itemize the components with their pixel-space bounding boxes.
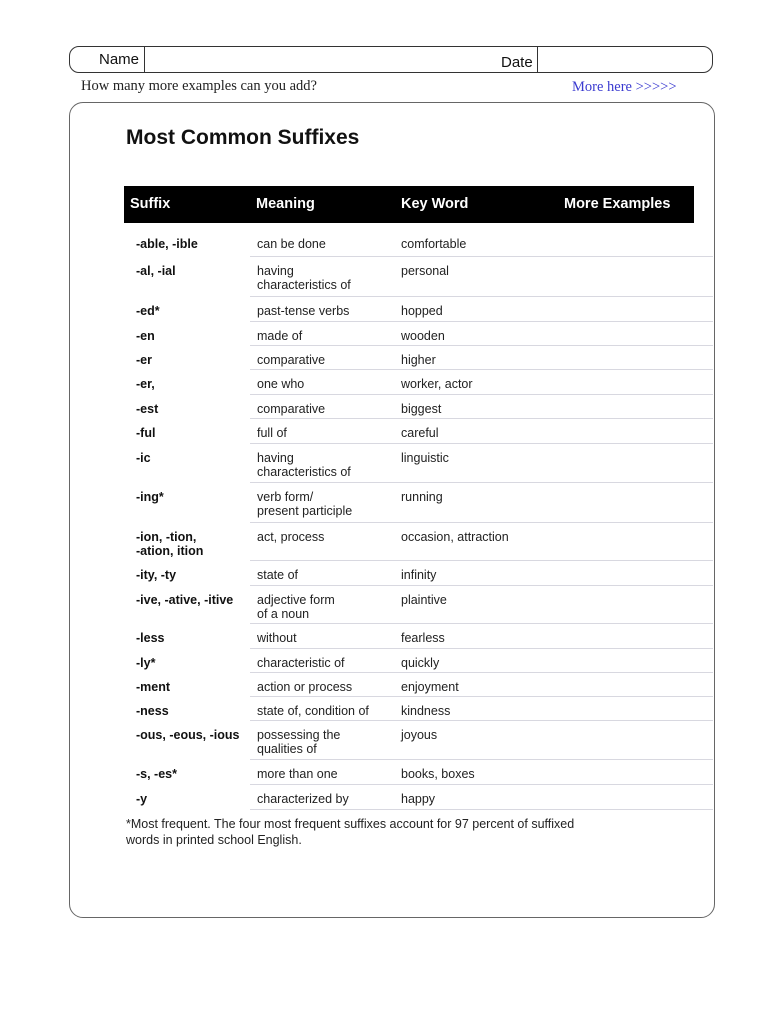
date-field[interactable] (539, 47, 709, 72)
suffix-cell: -ed* (136, 304, 160, 318)
more-examples-cell[interactable] (544, 785, 713, 810)
more-examples-cell[interactable] (544, 760, 713, 785)
key-word-cell: books, boxes (401, 767, 475, 781)
more-examples-cell[interactable] (544, 322, 713, 346)
table-row (124, 395, 713, 419)
more-examples-cell[interactable] (544, 561, 713, 586)
suffix-cell: -y (136, 792, 148, 806)
suffix-cell: -able, -ible (136, 237, 198, 251)
key-word-cell: comfortable (401, 237, 467, 251)
more-examples-cell[interactable] (544, 483, 713, 523)
suffix-cell: -ic (136, 451, 151, 465)
table-row (124, 697, 713, 721)
table-row (124, 523, 713, 561)
more-examples-cell[interactable] (544, 346, 713, 370)
more-examples-cell[interactable] (544, 230, 713, 257)
name-field[interactable] (146, 47, 536, 72)
suffix-cell: -er (136, 353, 152, 367)
meaning-cell: comparative (257, 353, 326, 367)
key-word-cell: plaintive (401, 593, 447, 607)
meaning-cell: state of, condition of (257, 704, 369, 718)
table-row (124, 649, 713, 673)
table-row (124, 297, 713, 322)
meaning-cell: characteristic of (257, 656, 345, 670)
key-word-cell: kindness (401, 704, 451, 718)
suffix-cell: -en (136, 329, 155, 343)
meaning-cell: verb form/ present participle (257, 490, 353, 518)
key-word-cell: enjoyment (401, 680, 459, 694)
column-header-key-word: Key Word (401, 196, 469, 212)
more-examples-cell[interactable] (544, 297, 713, 322)
table-row (124, 230, 713, 257)
column-header-meaning: Meaning (256, 196, 315, 212)
more-examples-cell[interactable] (544, 257, 713, 297)
meaning-cell: adjective form of a noun (257, 593, 335, 621)
more-examples-cell[interactable] (544, 395, 713, 419)
key-word-cell: fearless (401, 631, 445, 645)
meaning-cell: can be done (257, 237, 326, 251)
meaning-cell: more than one (257, 767, 338, 781)
suffix-cell: -ing* (136, 490, 164, 504)
suffix-cell: -al, -ial (136, 264, 176, 278)
more-examples-cell[interactable] (544, 586, 713, 624)
name-divider (144, 47, 145, 72)
suffix-cell: -ment (136, 680, 171, 694)
suffix-cell: -ness (136, 704, 169, 718)
meaning-cell: having characteristics of (257, 451, 351, 479)
key-word-cell: quickly (401, 656, 440, 670)
suffix-cell: -ful (136, 426, 156, 440)
more-here-link[interactable]: More here >>>>> (572, 79, 677, 95)
table-row (124, 624, 713, 649)
table-row (124, 673, 713, 697)
key-word-cell: wooden (401, 329, 445, 343)
table-row (124, 346, 713, 370)
key-word-cell: linguistic (401, 451, 449, 465)
table-row (124, 419, 713, 444)
meaning-cell: comparative (257, 402, 326, 416)
meaning-cell: made of (257, 329, 303, 343)
suffix-cell: -s, -es* (136, 767, 177, 781)
table-row (124, 561, 713, 586)
suffix-cell: -est (136, 402, 159, 416)
table-row (124, 721, 713, 760)
meaning-cell: possessing the qualities of (257, 728, 341, 756)
key-word-cell: careful (401, 426, 439, 440)
meaning-cell: having characteristics of (257, 264, 351, 292)
meaning-cell: without (257, 631, 297, 645)
suffix-cell: -ive, -ative, -itive (136, 593, 234, 607)
meaning-cell: past-tense verbs (257, 304, 350, 318)
more-examples-cell[interactable] (544, 649, 713, 673)
table-row (124, 586, 713, 624)
table-header (124, 186, 694, 223)
table-row (124, 785, 713, 810)
more-examples-cell[interactable] (544, 673, 713, 697)
meaning-cell: characterized by (257, 792, 349, 806)
page-title: Most Common Suffixes (126, 126, 360, 149)
suffix-cell: -ity, -ty (136, 568, 177, 582)
key-word-cell: running (401, 490, 443, 504)
meaning-cell: action or process (257, 680, 353, 694)
suffix-cell: -less (136, 631, 165, 645)
suffix-cell: -er, (136, 377, 155, 391)
table-row (124, 483, 713, 523)
key-word-cell: happy (401, 792, 436, 806)
meaning-cell: act, process (257, 530, 325, 544)
date-label: Date (501, 54, 533, 71)
name-date-bar (69, 46, 713, 73)
suffix-cell: -ous, -eous, -ious (136, 728, 240, 742)
column-header-suffix: Suffix (130, 196, 171, 212)
key-word-cell: higher (401, 353, 436, 367)
table-row (124, 760, 713, 785)
row-divider (250, 809, 713, 810)
more-examples-cell[interactable] (544, 624, 713, 649)
more-examples-cell[interactable] (544, 444, 713, 483)
key-word-cell: hopped (401, 304, 443, 318)
meaning-cell: full of (257, 426, 287, 440)
suffix-cell: -ly* (136, 656, 156, 670)
meaning-cell: state of (257, 568, 298, 582)
key-word-cell: personal (401, 264, 449, 278)
key-word-cell: biggest (401, 402, 442, 416)
table-row (124, 322, 713, 346)
key-word-cell: occasion, attraction (401, 530, 509, 544)
key-word-cell: infinity (401, 568, 437, 582)
meaning-cell: one who (257, 377, 305, 391)
more-examples-cell[interactable] (544, 721, 713, 760)
table-row (124, 370, 713, 395)
more-examples-cell[interactable] (544, 523, 713, 561)
footnote: *Most frequent. The four most frequent suffixes account for 97 percent of suffixed words in printed school English. (126, 817, 575, 847)
more-examples-cell[interactable] (544, 370, 713, 395)
table-row (124, 257, 713, 297)
prompt-text: How many more examples can you add? (81, 78, 317, 94)
table-row (124, 444, 713, 483)
key-word-cell: joyous (401, 728, 438, 742)
suffix-cell: -ion, -tion, -ation, ition (136, 530, 204, 558)
name-label: Name (99, 51, 140, 68)
key-word-cell: worker, actor (401, 377, 473, 391)
more-examples-cell[interactable] (544, 419, 713, 444)
date-divider (537, 47, 538, 72)
column-header-more-examples: More Examples (564, 196, 671, 212)
more-examples-cell[interactable] (544, 697, 713, 721)
